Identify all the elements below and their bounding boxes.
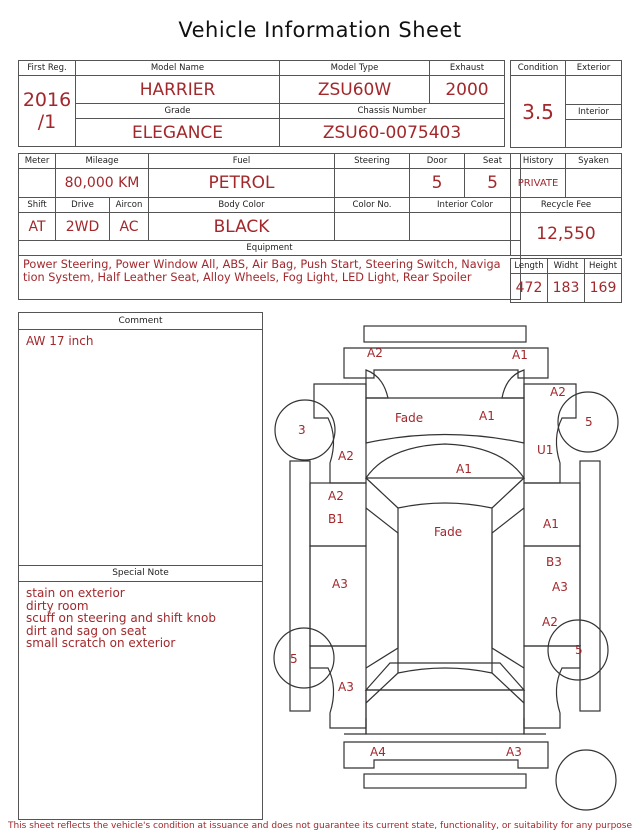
- height-value: 169: [585, 274, 622, 303]
- condition-value: 3.5: [511, 76, 566, 148]
- mark-door-rear-left: A3: [332, 577, 348, 591]
- interior-value: [566, 120, 622, 148]
- meter-value: [19, 169, 56, 198]
- seat-value: 5: [465, 169, 521, 198]
- mark-fender-front-left: A2: [550, 385, 566, 399]
- first-reg-month: /1: [37, 111, 57, 133]
- quarter-rear-right: [524, 646, 580, 728]
- side-window-right: [492, 508, 524, 668]
- grade-value: ELEGANCE: [76, 119, 280, 147]
- syaken-value: [566, 169, 622, 198]
- equipment-value: [19, 256, 521, 300]
- first-reg-label: First Reg.: [19, 61, 76, 76]
- body-color-value: BLACK: [149, 213, 335, 241]
- headlight-right: [502, 370, 524, 398]
- footer-disclaimer: This sheet reflects the vehicle's condition at issuance and does not guarantee its current state, functionality, or suitability for any purpose: [7, 821, 633, 831]
- car-damage-diagram: [268, 318, 630, 818]
- mark-rear-bumper-left: A4: [370, 745, 386, 759]
- mark-rear-bumper-right: A3: [506, 745, 522, 759]
- interior-label: Interior: [566, 105, 622, 120]
- grade-label: Grade: [76, 104, 280, 119]
- mark-fender-front-right: U1: [537, 443, 554, 457]
- length-label: Length: [511, 259, 548, 274]
- fuel-value: PETROL: [149, 169, 335, 198]
- chassis-label: Chassis Number: [280, 104, 505, 119]
- hood: [366, 398, 524, 443]
- exhaust-label: Exhaust: [430, 61, 505, 76]
- headlight-left: [366, 370, 388, 398]
- exterior-value: [566, 76, 622, 105]
- mark-wheel-front-left: 3: [298, 423, 306, 437]
- shift-label: Shift: [19, 198, 56, 213]
- drive-value: 2WD: [56, 213, 110, 241]
- color-no-label: Color No.: [335, 198, 410, 213]
- mark-hood-left: Fade: [395, 411, 424, 425]
- comment-text: AW 17 inch: [26, 334, 94, 348]
- history-value: PRIVATE: [511, 169, 566, 198]
- trunk: [366, 690, 524, 734]
- height-label: Height: [585, 259, 622, 274]
- model-type-label: Model Type: [280, 61, 430, 76]
- chassis-value: ZSU60-0075403: [280, 119, 505, 147]
- drive-label: Drive: [56, 198, 110, 213]
- pillar-lines: [366, 478, 524, 703]
- mark-door-front-right: A1: [543, 517, 559, 531]
- mark-wheel-rear-left: 5: [290, 652, 298, 666]
- width-label: Widht: [548, 259, 585, 274]
- comment-panel: [18, 312, 263, 820]
- color-no-value: [335, 213, 410, 241]
- meter-label: Meter: [19, 154, 56, 169]
- recycle-fee-label: Recycle Fee: [511, 198, 622, 213]
- special-note-item: small scratch on exterior: [26, 636, 176, 650]
- front-bumper-top: [364, 326, 526, 342]
- model-name-label: Model Name: [76, 61, 280, 76]
- rear-window: [366, 663, 524, 690]
- special-note-item: stain on exterior: [26, 586, 125, 600]
- mark-front-bumper-right: A1: [512, 348, 528, 362]
- mark-roof: Fade: [434, 525, 463, 539]
- interior-color-label: Interior Color: [410, 198, 521, 213]
- special-note-item: dirt and sag on seat: [26, 623, 147, 638]
- steering-label: Steering: [335, 154, 410, 169]
- recycle-fee-value: 12,550: [511, 213, 622, 256]
- mark-door-rear-right-1: B3: [546, 555, 562, 569]
- length-value: 472: [511, 274, 548, 303]
- door-value: 5: [410, 169, 465, 198]
- mark-windshield: A1: [456, 462, 472, 476]
- spare-wheel: [556, 750, 616, 810]
- exhaust-value: 2000: [430, 76, 505, 104]
- door-front-right: [524, 483, 580, 546]
- side-skirt-left: [290, 461, 310, 711]
- equipment-line-1: Power Steering, Power Window All, ABS, Air Bag, Push Start, Steering Switch, Naviga: [23, 258, 501, 271]
- mark-pillar-left: A2: [338, 449, 354, 463]
- mark-front-bumper-left: A2: [367, 346, 383, 360]
- special-note-list: [26, 587, 216, 650]
- shift-value: AT: [19, 213, 56, 241]
- width-value: 183: [548, 274, 585, 303]
- mark-door-rear-right-2: A3: [552, 580, 568, 594]
- spec-table: [18, 153, 521, 300]
- windshield: [366, 444, 524, 478]
- history-table: [510, 153, 622, 256]
- first-reg-value: [19, 76, 76, 147]
- side-window-left: [366, 508, 398, 668]
- taillight-lines: [344, 718, 546, 734]
- fender-front-left: [314, 384, 366, 483]
- aircon-value: AC: [110, 213, 149, 241]
- special-note-item: dirty room: [26, 598, 89, 613]
- equipment-line-2: tion System, Half Leather Seat, Alloy Wheels, Fog Light, LED Light, Rear Spoiler: [23, 271, 472, 284]
- seat-label: Seat: [465, 154, 521, 169]
- mark-quarter-rear-left: A3: [338, 680, 354, 694]
- dimension-table: [510, 258, 622, 303]
- history-label: History: [511, 154, 566, 169]
- rear-glass: [366, 663, 524, 690]
- door-label: Door: [410, 154, 465, 169]
- mileage-label: Mileage: [56, 154, 149, 169]
- special-note-header: Special Note: [19, 565, 262, 582]
- mark-door-front-left-2: B1: [328, 512, 344, 526]
- mark-hood-right: A1: [479, 409, 495, 423]
- condition-label: Condition: [511, 61, 566, 76]
- rear-bumper-bottom: [364, 774, 526, 788]
- first-reg-year: 2016: [22, 89, 72, 111]
- steering-value: [335, 169, 410, 198]
- wheel-rear-left: [274, 628, 334, 688]
- body-color-label: Body Color: [149, 198, 335, 213]
- mileage-value: 80,000 KM: [56, 169, 149, 198]
- condition-table: [510, 60, 622, 148]
- mark-quarter-rear-right: A2: [542, 615, 558, 629]
- fuel-label: Fuel: [149, 154, 335, 169]
- aircon-label: Aircon: [110, 198, 149, 213]
- vehicle-info-table: [18, 60, 505, 147]
- interior-color-value: [410, 213, 521, 241]
- mark-wheel-front-right: 5: [585, 415, 593, 429]
- special-note-item: scuff on steering and shift knob: [26, 611, 216, 625]
- exterior-label: Exterior: [566, 61, 622, 76]
- model-name-value: HARRIER: [76, 76, 280, 104]
- mark-door-front-left-1: A2: [328, 489, 344, 503]
- equipment-label: Equipment: [19, 241, 521, 256]
- syaken-label: Syaken: [566, 154, 622, 169]
- page-title: Vehicle Information Sheet: [178, 18, 462, 42]
- model-type-value: ZSU60W: [280, 76, 430, 104]
- mark-wheel-rear-right: 5: [575, 643, 583, 657]
- comment-header: Comment: [19, 313, 262, 330]
